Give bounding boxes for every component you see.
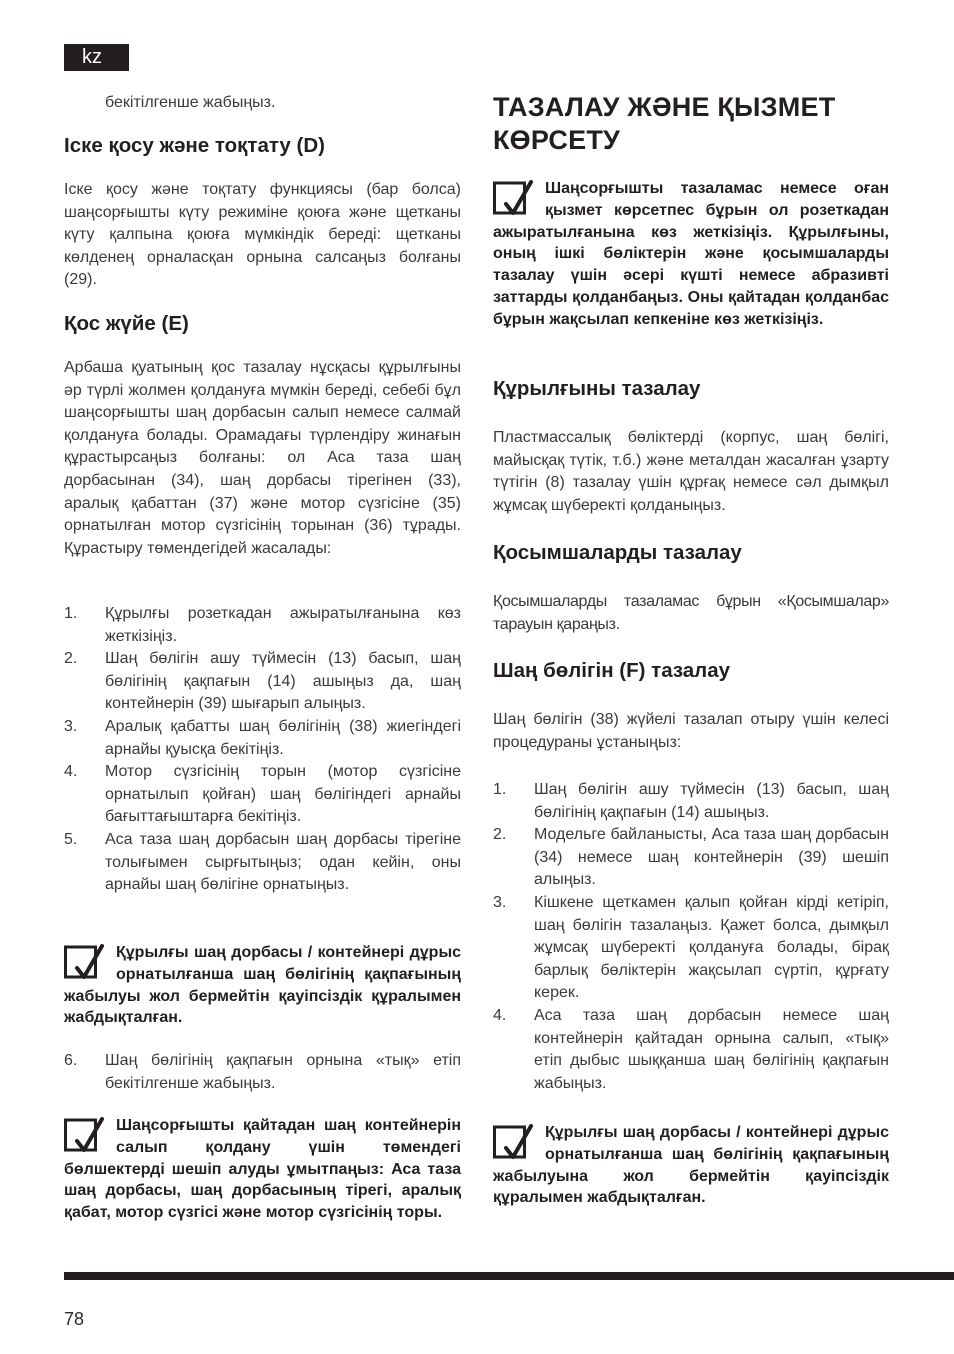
checkbox-note-icon — [493, 1124, 533, 1162]
footer-divider — [64, 1272, 954, 1280]
list-item: 4. Аса таза шаң дорбасын немесе шаң контейнерін қайтадан орнына салып, «тық» етіп дыбыс шыққанша шаң бөлігінің қақпағын жабыңыз. — [493, 1006, 889, 1092]
cleaning-steps — [493, 779, 889, 1095]
paragraph-device-cleaning: Пластмассалық бөліктерді (корпус, шаң бөлігі, майысқақ түтік, т.б.) және металдан жасалған ұзарту түтігін (8) тазалау үшін құрғақ немесе сәл дымқыл жұмсақ шүберекті қолданыңыз. — [493, 429, 889, 514]
list-item: 1. Құрылғы розеткадан ажыратылғанына көз жеткізіңіз. — [64, 605, 461, 645]
list-item: 6. Шаң бөлігінің қақпағын орнына «тық» етіп бекітілгенше жабыңыз. — [64, 1052, 461, 1092]
heading-dust-compartment-cleaning: Шаң бөлігін (F) тазалау — [493, 659, 731, 682]
assembly-step-6 — [64, 1050, 461, 1095]
checkbox-note-icon — [493, 180, 533, 218]
list-item: 5. Аса таза шаң дорбасын шаң дорбасы тірегіне толығымен сырғытыңыз; одан кейін, оны арнайы шаң бөлігіне орнатыңыз. — [64, 830, 461, 894]
safety-note — [64, 942, 461, 1029]
note-text: Құрылғы шаң дорбасы / контейнері дұрыс орнатылғанша шаң бөлігінің қақпағының жабылуына жол бермейтін қауіпсіздік құралымен жабдықталған. — [493, 1124, 889, 1207]
page-number: 78 — [64, 1309, 85, 1329]
heading-device-cleaning: Құрылғыны тазалау — [493, 377, 701, 400]
list-item: 1. Шаң бөлігін ашу түймесін (13) басып, шаң бөлігінің қақпағын (14) ашыңыз. — [493, 781, 889, 821]
safety-note — [493, 1122, 889, 1209]
paragraph-dust-compartment-cleaning: Шаң бөлігін (38) жүйелі тазалап отыру үшін келесі процедураны ұстаныңыз: — [493, 711, 889, 751]
language-tag: kz — [64, 44, 129, 71]
list-item: 2. Модельге байланысты, Аса таза шаң дорбасын (34) немесе шаң контейнерін (39) шешіп алыңыз. — [493, 826, 889, 889]
warning-note — [493, 178, 889, 331]
list-item: 3. Аралық қабатты шаң бөлігінің (38) жиегіндегі арнайы қуысқа бекітіңіз. — [64, 717, 461, 758]
note-text: Шаңсорғышты тазаламас немесе оған қызмет көрсетпес бұрын ол розеткадан ажыратылғанына көз жеткізіңіз. Құрылғыны, оның ішкі бөліктерін және қосымшаларды тазалау үшін әсері күшті немесе абразивті заттарды қолданбаңыз. Оны қайтадан қолданбас бұрын жақсылап кепкеніне көз жеткізіңіз. — [493, 180, 889, 328]
paragraph-start-stop: Іске қосу және тоқтату функциясы (бар болса) шаңсорғышты күту режиміне қоюға және щетканы күту қалпына қоюға мүмкіндік береді: щетканы көлденең орналасқан орнына салсаңыз болғаны (29). — [64, 181, 461, 289]
section-title: ТАЗАЛАУ ЖӘНЕ ҚЫЗМЕТ КӨРСЕТУ — [493, 92, 836, 155]
paragraph-dual-system: Арбаша қуатының қос тазалау нұсқасы құрылғыны әр түрлі жолмен қолдануға мүмкін береді, себебі бұл шаңсорғышты шаң дорбасын салып немесе салмай қолдануға болады. Орамадағы түрлендіру жинағын құрастырсаңыз болғаны: ол Аса таза шаң дорбасынан (34), шаң дорбасы тірегінен (33), аралық қабаттан (37) және мотор сүзгісіне (35) орнатылған мотор сүзгісінің торынан (36) тұрады. Құрастыру төмендегідей жасалады: — [64, 359, 461, 557]
heading-start-stop: Іске қосу және тоқтату (D) — [64, 134, 325, 157]
list-item: 2. Шаң бөлігін ашу түймесін (13) басып, шаң бөлігінің қақпағын (14) ашыңыз да, шаң контейнерін (39) шығарып алыңыз. — [64, 650, 461, 713]
note-text: Құрылғы шаң дорбасы / контейнері дұрыс орнатылғанша шаң бөлігінің қақпағының жабылуы жол бермейтін қауіпсіздік құралымен жабдықталған. — [64, 944, 461, 1027]
list-item: 3. Кішкене щеткамен қалып қойған кірді кетіріп, шаң бөлігін тазалаңыз. Қажет болса, дымқыл жұмсақ шүберекті қолдануға болады, бірақ барлық бөліктерін жақсылап сүртіп, құрғату керек. — [493, 893, 889, 1002]
list-item: 4. Мотор сүзгісінің торын (мотор сүзгісіне орнатылып қойған) шаң бөлігіндегі арнайы бағыттағыштарға бекітіңіз. — [64, 763, 461, 826]
assembly-steps — [64, 603, 461, 897]
reminder-note — [64, 1115, 461, 1224]
checkbox-note-icon — [64, 1117, 104, 1155]
heading-dual-system: Қос жүйе (E) — [64, 312, 189, 335]
continued-text: бекітілгенше жабыңыз. — [105, 94, 276, 111]
heading-accessories-cleaning: Қосымшаларды тазалау — [493, 541, 742, 564]
paragraph-accessories-cleaning: Қосымшаларды тазаламас бұрын «Қосымшалар» тарауын қараңыз. — [493, 593, 889, 633]
checkbox-note-icon — [64, 944, 104, 982]
note-text: Шаңсорғышты қайтадан шаң контейнерін салып қолдану үшін төмендегі бөлшектерді шешіп алуды ұмытпаңыз: Аса таза шаң дорбасы, шаң дорбасының тірегі, аралық қабат, мотор сүзгісі және мотор сүзгісінің торы. — [64, 1117, 461, 1222]
